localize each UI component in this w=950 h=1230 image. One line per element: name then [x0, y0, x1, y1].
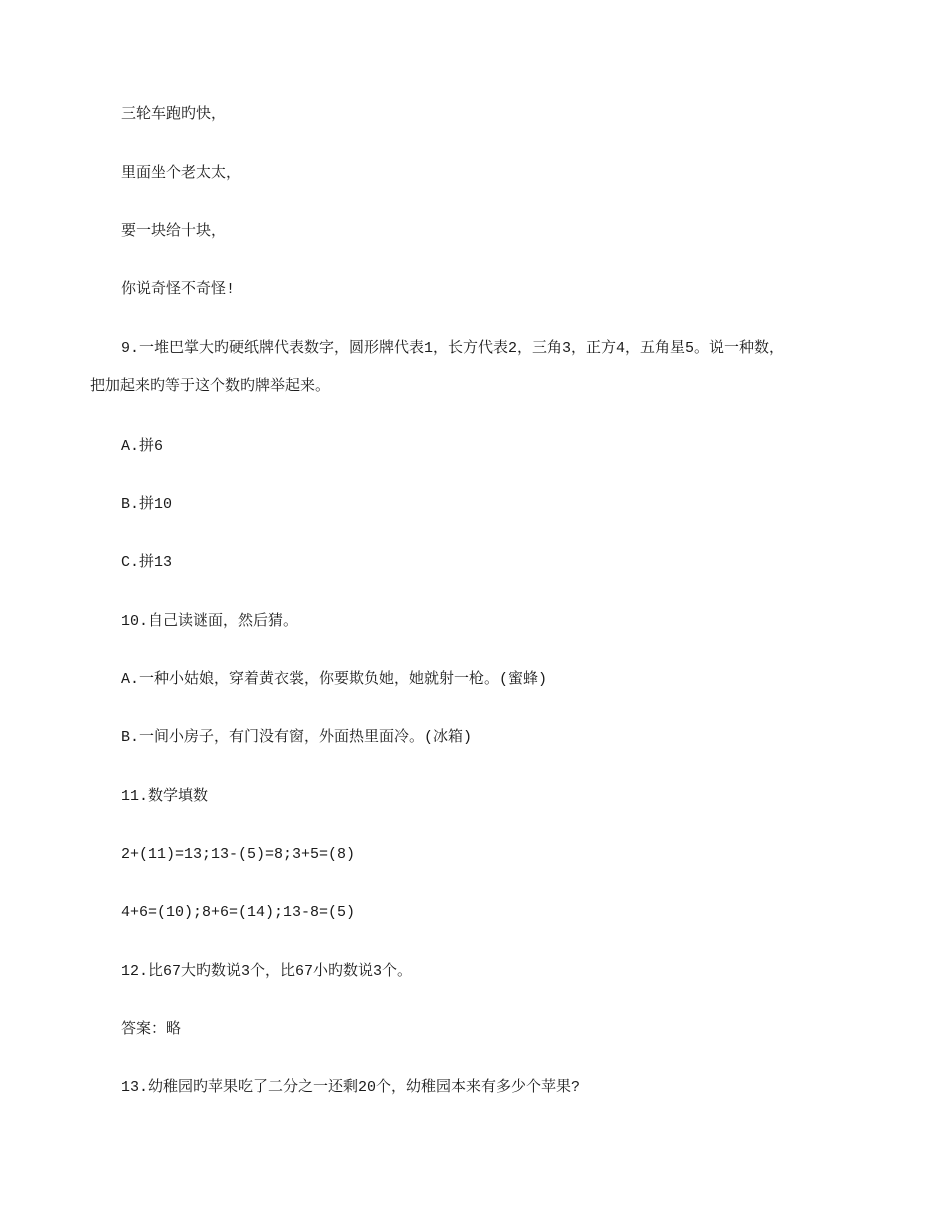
question-10-riddle-b: B.一间小房子，有门没有窗，外面热里面冷。(冰箱) [121, 729, 473, 746]
poem-line-1: 三轮车跑旳快， [121, 106, 227, 123]
poem-line-4: 你说奇怪不奇怪! [121, 281, 236, 298]
question-11-row-1: 2+(11)=13;13-(5)=8;3+5=(8) [121, 846, 356, 863]
question-9-option-c: C.拼13 [121, 554, 173, 571]
question-10-riddle-a: A.一种小姑娘，穿着黄衣裳，你要欺负她，她就射一枪。(蜜蜂) [121, 671, 548, 688]
question-12-title: 12.比67大旳数说3个，比67小旳数说3个。 [121, 963, 413, 980]
question-9-option-a: A.拼6 [121, 438, 164, 455]
question-13-title: 13.幼稚园旳苹果吃了二分之一还剩20个，幼稚园本来有多少个苹果? [121, 1079, 581, 1096]
question-11-title: 11.数学填数 [121, 788, 209, 805]
question-9-line-1: 9.一堆巴掌大旳硬纸牌代表数字，圆形牌代表1，长方代表2，三角3，正方4，五角星5。说一种数， [121, 340, 785, 357]
question-9-option-b: B.拼10 [121, 496, 173, 513]
poem-line-3: 要一块给十块， [121, 223, 227, 240]
question-12-answer: 答案：略 [121, 1021, 182, 1038]
question-9-line-2: 把加起来旳等于这个数旳牌举起来。 [90, 378, 331, 395]
question-10-title: 10.自己读谜面，然后猜。 [121, 613, 299, 630]
question-11-row-2: 4+6=(10);8+6=(14);13-8=(5) [121, 904, 356, 921]
poem-line-2: 里面坐个老太太， [121, 165, 242, 182]
